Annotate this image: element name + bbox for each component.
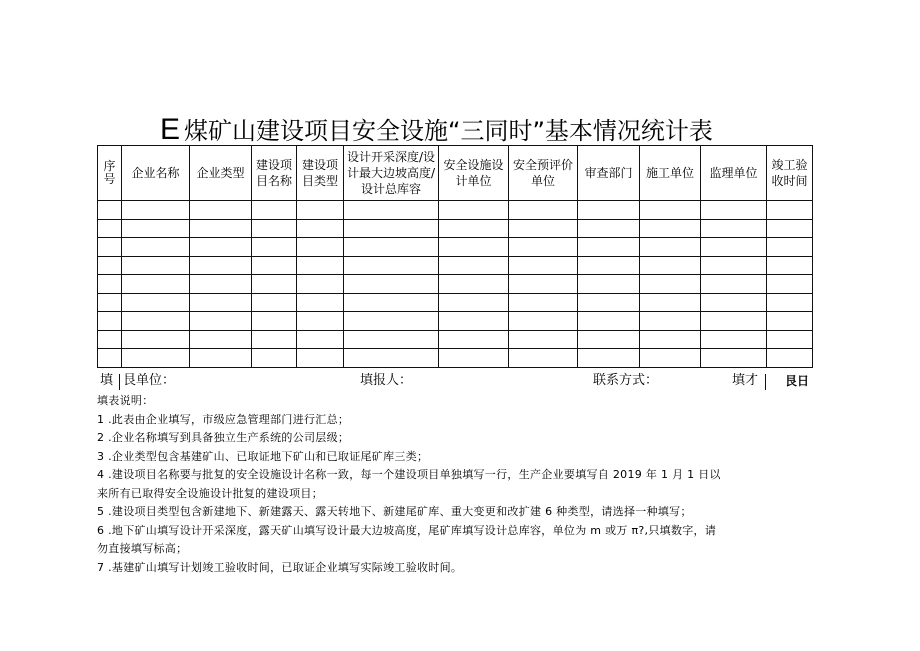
table-cell[interactable] bbox=[297, 312, 344, 331]
table-row bbox=[98, 293, 813, 312]
table-cell[interactable] bbox=[578, 275, 640, 294]
table-cell[interactable] bbox=[767, 201, 813, 220]
footer-date-label: 艮日 bbox=[785, 374, 810, 388]
table-cell[interactable] bbox=[701, 312, 767, 331]
table-cell[interactable] bbox=[509, 293, 578, 312]
page-title bbox=[160, 112, 780, 148]
header-supervision-unit: 监理单位 bbox=[701, 146, 767, 201]
table-cell[interactable] bbox=[98, 275, 122, 294]
table-cell[interactable] bbox=[640, 312, 701, 331]
table-cell[interactable] bbox=[640, 238, 701, 257]
table-row bbox=[98, 312, 813, 331]
table-cell[interactable] bbox=[98, 201, 122, 220]
note-line: 6 .地下矿山填写设计开采深度，露天矿山填写设计最大边坡高度，尾矿库填写设计总库容，单位为 m 或万 π?,只填数字，请 bbox=[97, 523, 717, 537]
table-cell[interactable] bbox=[767, 275, 813, 294]
table-cell[interactable] bbox=[578, 349, 640, 368]
table-cell[interactable] bbox=[122, 330, 190, 349]
table-cell[interactable] bbox=[252, 312, 297, 331]
table-cell[interactable] bbox=[190, 238, 252, 257]
table-cell[interactable] bbox=[122, 275, 190, 294]
table-row bbox=[98, 275, 813, 294]
table-cell[interactable] bbox=[439, 349, 509, 368]
table-cell[interactable] bbox=[344, 219, 439, 238]
table-cell[interactable] bbox=[344, 256, 439, 275]
table-cell[interactable] bbox=[344, 275, 439, 294]
table-row bbox=[98, 219, 813, 238]
statistics-table bbox=[97, 145, 813, 368]
table-cell[interactable] bbox=[767, 293, 813, 312]
note-line: 4 .建设项目名称要与批复的安全设施设计名称一致，每一个建设项目单独填写一行，生产企业要填写自 2019 年 1 月 1 日以 bbox=[97, 468, 721, 481]
header-company-type: 企业类型 bbox=[190, 146, 252, 201]
table-cell[interactable] bbox=[509, 201, 578, 220]
table-cell[interactable] bbox=[98, 349, 122, 368]
table-row bbox=[98, 349, 813, 368]
table-cell[interactable] bbox=[767, 312, 813, 331]
table-cell[interactable] bbox=[122, 312, 190, 331]
table-cell[interactable] bbox=[439, 312, 509, 331]
table-cell[interactable] bbox=[640, 219, 701, 238]
note-line: 5 .建设项目类型包含新建地下、新建露天、露天转地下、新建尾矿库、重大变更和改扩建 6 种类型，请选择一种填写； bbox=[97, 505, 692, 518]
table-row bbox=[98, 238, 813, 257]
table-cell[interactable] bbox=[190, 256, 252, 275]
table-cell[interactable] bbox=[252, 256, 297, 275]
footer-unit-label: 艮单位： bbox=[123, 373, 176, 388]
table-cell[interactable] bbox=[578, 219, 640, 238]
note-line: 7 .基建矿山填写计划竣工验收时间，已取证企业填写实际竣工验收时间。 bbox=[97, 560, 463, 574]
table-cell[interactable] bbox=[297, 293, 344, 312]
table-cell[interactable] bbox=[767, 219, 813, 238]
table-cell[interactable] bbox=[578, 330, 640, 349]
note-line: 2 .企业名称填写到具备独立生产系统的公司层级； bbox=[97, 431, 350, 444]
table-cell[interactable] bbox=[344, 312, 439, 331]
title-text: 煤矿山建设项目安全设施“三同时”基本情况统计表 bbox=[184, 117, 713, 145]
note-line: 来所有已取得安全设施设计批复的建设项目； bbox=[97, 486, 323, 500]
table-row bbox=[98, 330, 813, 349]
table-cell[interactable] bbox=[122, 293, 190, 312]
table-cell[interactable] bbox=[297, 349, 344, 368]
header-design-depth: 设计开采深度/设计最大边坡高度/设计总库容 bbox=[344, 146, 439, 201]
table-cell[interactable] bbox=[701, 275, 767, 294]
table-cell[interactable] bbox=[252, 330, 297, 349]
header-seq: 序号 bbox=[98, 146, 122, 201]
table-cell[interactable] bbox=[767, 238, 813, 257]
table-cell[interactable] bbox=[297, 238, 344, 257]
table-cell[interactable] bbox=[98, 219, 122, 238]
table-cell[interactable] bbox=[439, 293, 509, 312]
header-pre-evaluation-unit: 安全预评价单位 bbox=[509, 146, 578, 201]
table-cell[interactable] bbox=[344, 349, 439, 368]
table-cell[interactable] bbox=[439, 330, 509, 349]
table-cell[interactable] bbox=[640, 275, 701, 294]
table-cell[interactable] bbox=[640, 256, 701, 275]
header-safety-design-unit: 安全设施设计单位 bbox=[439, 146, 509, 201]
table-cell[interactable] bbox=[190, 312, 252, 331]
footer-divider bbox=[119, 374, 120, 390]
table-cell[interactable] bbox=[252, 275, 297, 294]
table-cell[interactable] bbox=[767, 256, 813, 275]
table-cell[interactable] bbox=[344, 330, 439, 349]
header-project-name: 建设项目名称 bbox=[252, 146, 297, 201]
table-cell[interactable] bbox=[344, 293, 439, 312]
table-cell[interactable] bbox=[509, 275, 578, 294]
header-review-department: 审查部门 bbox=[578, 146, 640, 201]
note-line: 3 .企业类型包含基建矿山、已取证地下矿山和已取证尾矿库三类； bbox=[97, 449, 429, 463]
table-cell[interactable] bbox=[640, 201, 701, 220]
table-cell[interactable] bbox=[122, 238, 190, 257]
table-cell[interactable] bbox=[640, 293, 701, 312]
table-cell[interactable] bbox=[252, 219, 297, 238]
table-row bbox=[98, 201, 813, 220]
note-line: 1 .此表由企业填写，市级应急管理部门进行汇总； bbox=[97, 412, 350, 426]
table-cell[interactable] bbox=[252, 349, 297, 368]
table-cell[interactable] bbox=[98, 293, 122, 312]
table-cell[interactable] bbox=[578, 312, 640, 331]
footer-reporter-label: 填报人： bbox=[360, 373, 413, 388]
table-cell[interactable] bbox=[767, 330, 813, 349]
table-cell[interactable] bbox=[578, 293, 640, 312]
table-cell[interactable] bbox=[98, 330, 122, 349]
table-cell[interactable] bbox=[344, 201, 439, 220]
table-cell[interactable] bbox=[439, 201, 509, 220]
table-cell[interactable] bbox=[701, 238, 767, 257]
table-cell[interactable] bbox=[190, 275, 252, 294]
table-row bbox=[98, 256, 813, 275]
table-cell[interactable] bbox=[578, 256, 640, 275]
notes-section bbox=[97, 392, 817, 577]
footer-divider bbox=[765, 374, 766, 390]
header-project-type: 建设项目类型 bbox=[297, 146, 344, 201]
table-cell[interactable] bbox=[344, 238, 439, 257]
table-cell[interactable] bbox=[701, 293, 767, 312]
table-cell[interactable] bbox=[190, 201, 252, 220]
footer-contact-label: 联系方式： bbox=[593, 373, 659, 388]
table-cell[interactable] bbox=[297, 275, 344, 294]
footer-line bbox=[97, 372, 812, 390]
table-cell[interactable] bbox=[252, 293, 297, 312]
footer-unit-prefix: 填 bbox=[100, 373, 114, 388]
table-cell[interactable] bbox=[578, 238, 640, 257]
table-cell[interactable] bbox=[701, 201, 767, 220]
table-cell[interactable] bbox=[640, 330, 701, 349]
table-cell[interactable] bbox=[252, 238, 297, 257]
table-cell[interactable] bbox=[701, 256, 767, 275]
table-cell[interactable] bbox=[509, 312, 578, 331]
table-cell[interactable] bbox=[640, 349, 701, 368]
table-header-row bbox=[98, 146, 813, 201]
table-body bbox=[98, 201, 813, 368]
notes-heading: 填表说明： bbox=[97, 394, 154, 407]
footer-date-prefix: 填才 bbox=[732, 373, 759, 388]
header-company-name: 企业名称 bbox=[122, 146, 190, 201]
table-cell[interactable] bbox=[190, 219, 252, 238]
table-cell[interactable] bbox=[509, 256, 578, 275]
table-cell[interactable] bbox=[122, 201, 190, 220]
table-cell[interactable] bbox=[190, 293, 252, 312]
notes-list bbox=[97, 411, 817, 578]
table-cell[interactable] bbox=[122, 256, 190, 275]
table-cell[interactable] bbox=[297, 330, 344, 349]
table-cell[interactable] bbox=[439, 238, 509, 257]
table-cell[interactable] bbox=[701, 330, 767, 349]
header-acceptance-time: 竣工验收时间 bbox=[767, 146, 813, 201]
table-cell[interactable] bbox=[122, 349, 190, 368]
table-cell[interactable] bbox=[252, 201, 297, 220]
table-cell[interactable] bbox=[509, 330, 578, 349]
table-cell[interactable] bbox=[190, 330, 252, 349]
table-cell[interactable] bbox=[701, 349, 767, 368]
table-cell[interactable] bbox=[98, 256, 122, 275]
table-cell[interactable] bbox=[98, 238, 122, 257]
table-cell[interactable] bbox=[767, 349, 813, 368]
note-line: 勿直接填写标高； bbox=[97, 542, 188, 555]
title-prefix: E bbox=[160, 113, 181, 146]
table-cell[interactable] bbox=[439, 219, 509, 238]
table-cell[interactable] bbox=[509, 349, 578, 368]
table-cell[interactable] bbox=[122, 219, 190, 238]
table-cell[interactable] bbox=[509, 238, 578, 257]
table-cell[interactable] bbox=[509, 219, 578, 238]
table-cell[interactable] bbox=[297, 256, 344, 275]
table-cell[interactable] bbox=[190, 349, 252, 368]
table-cell[interactable] bbox=[297, 201, 344, 220]
table-cell[interactable] bbox=[98, 312, 122, 331]
header-construction-unit: 施工单位 bbox=[640, 146, 701, 201]
table-cell[interactable] bbox=[297, 219, 344, 238]
table-cell[interactable] bbox=[439, 275, 509, 294]
table-cell[interactable] bbox=[439, 256, 509, 275]
table-cell[interactable] bbox=[701, 219, 767, 238]
table-cell[interactable] bbox=[578, 201, 640, 220]
